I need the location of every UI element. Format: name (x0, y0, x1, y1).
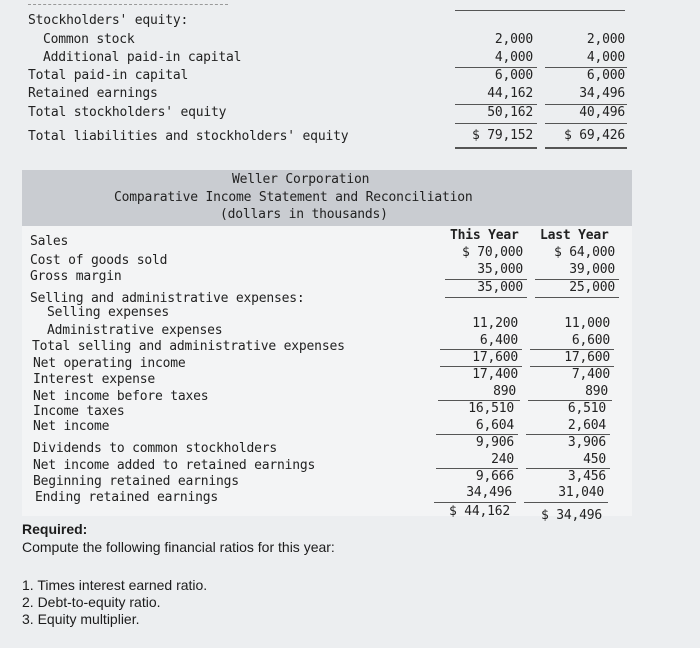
value-this-year: 4,000 (494, 50, 533, 65)
value-this-year: 17,400 (472, 367, 518, 382)
value-this-year: $ 79,152 (471, 128, 533, 143)
ratio-item: 3. Equity multiplier. (22, 611, 140, 627)
line-item-label: Interest expense (33, 372, 156, 387)
company-name: Weller Corporation (232, 172, 370, 187)
line-item-label: Dividends to common stockholders (33, 441, 278, 456)
value-last-year: 7,400 (571, 367, 610, 382)
value-this-year: 6,400 (479, 333, 518, 348)
value-this-year: 2,000 (494, 32, 533, 47)
line-item-label: Sales (30, 234, 69, 249)
sum-rule (445, 297, 527, 298)
value-last-year: 34,496 (579, 86, 625, 101)
line-item-label: Net income before taxes (33, 389, 209, 404)
double-rule (455, 147, 537, 149)
line-item-label: Ending retained earnings (35, 490, 219, 505)
value-this-year: 35,000 (477, 280, 523, 295)
line-item-label: Selling expenses (47, 305, 170, 320)
question-prompt: Compute the following financial ratios for this year: (22, 539, 335, 555)
value-last-year: $ 69,426 (563, 128, 625, 143)
value-this-year: 6,000 (494, 68, 533, 83)
value-this-year: 35,000 (477, 262, 523, 277)
value-this-year: 50,162 (487, 105, 533, 120)
row-label: Total stockholders' equity (28, 105, 227, 120)
col-header-this-year: This Year (450, 228, 519, 243)
value-this-year: 890 (493, 384, 516, 399)
sum-rule (455, 123, 537, 124)
value-last-year: 31,040 (558, 485, 604, 500)
sum-rule (535, 297, 619, 298)
line-item-label: Cost of goods sold (30, 253, 168, 268)
value-last-year: 17,600 (564, 350, 610, 365)
value-last-year: 6,600 (571, 333, 610, 348)
statement-title: Comparative Income Statement and Reconciliation (114, 190, 473, 205)
row-label: Total liabilities and stockholders' equity (28, 129, 349, 144)
value-this-year: 17,600 (472, 350, 518, 365)
line-item-label: Income taxes (33, 404, 125, 419)
value-last-year: 25,000 (569, 280, 615, 295)
row-label: Common stock (43, 32, 135, 47)
sum-rule (545, 123, 627, 124)
value-last-year: 39,000 (569, 262, 615, 277)
statement-units: (dollars in thousands) (220, 207, 388, 222)
value-this-year: $ 70,000 (461, 245, 523, 260)
row-label: Total paid-in capital (28, 68, 189, 83)
value-last-year: 2,000 (586, 32, 625, 47)
value-last-year: $ 34,496 (540, 508, 602, 523)
value-this-year: 6,604 (475, 418, 514, 433)
value-last-year: 2,604 (567, 418, 606, 433)
value-this-year: 34,496 (466, 485, 512, 500)
line-item-label: Total selling and administrative expenses (32, 339, 345, 354)
value-this-year: 240 (491, 452, 514, 467)
balance-sheet-section (0, 0, 700, 160)
line-item-label: Net operating income (33, 356, 186, 371)
col-header-last-year: Last Year (540, 228, 609, 243)
value-last-year: 890 (585, 384, 608, 399)
value-last-year: 4,000 (586, 50, 625, 65)
row-label: Retained earnings (28, 86, 158, 101)
row-label: Additional paid-in capital (43, 50, 242, 65)
value-this-year: 11,200 (472, 316, 518, 331)
value-last-year: 40,496 (579, 105, 625, 120)
statement-header (22, 170, 632, 226)
required-heading: Required: (22, 521, 88, 537)
value-this-year: 9,666 (475, 469, 514, 484)
line-item-label: Net income (33, 419, 110, 434)
line-item-label: Selling and administrative expenses: (30, 291, 305, 306)
value-last-year: 6,000 (586, 68, 625, 83)
line-item-label: Gross margin (30, 269, 122, 284)
line-item-label: Beginning retained earnings (33, 474, 239, 489)
line-item-label: Administrative expenses (47, 323, 223, 338)
value-last-year: 11,000 (564, 316, 610, 331)
value-this-year: 44,162 (487, 86, 533, 101)
ratio-item: 2. Debt-to-equity ratio. (22, 594, 161, 610)
row-label: Stockholders' equity: (28, 13, 189, 28)
sum-rule (434, 502, 516, 503)
double-rule (545, 147, 627, 149)
value-last-year: 3,906 (567, 435, 606, 450)
sum-rule (524, 502, 608, 503)
value-this-year: 16,510 (468, 401, 514, 416)
value-last-year: 450 (583, 452, 606, 467)
value-this-year: 9,906 (475, 435, 514, 450)
value-last-year: 6,510 (567, 401, 606, 416)
value-this-year: $ 44,162 (448, 504, 510, 519)
cut-off-rule (28, 4, 228, 5)
line-item-label: Net income added to retained earnings (33, 458, 316, 473)
top-rule (455, 10, 625, 11)
ratio-item: 1. Times interest earned ratio. (22, 577, 208, 593)
value-last-year: 3,456 (567, 469, 606, 484)
value-last-year: $ 64,000 (553, 245, 615, 260)
